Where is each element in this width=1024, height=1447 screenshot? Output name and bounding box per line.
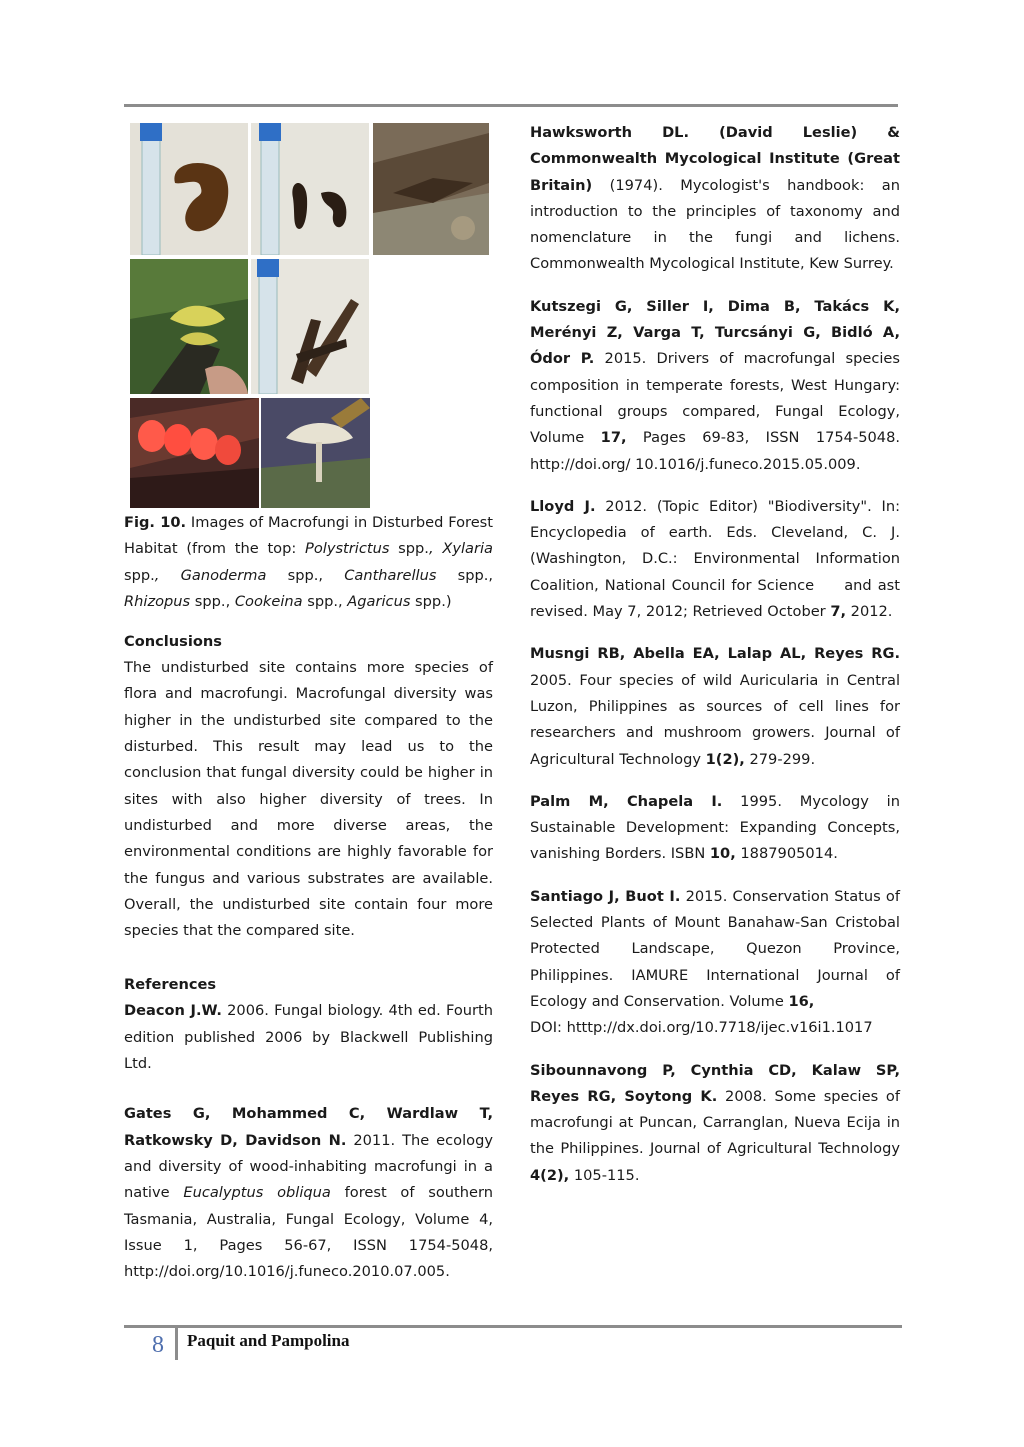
genus-name: Rhizopus bbox=[124, 592, 191, 610]
reference-text: 2012. bbox=[846, 603, 893, 621]
reference-authors: Deacon J.W. bbox=[124, 1002, 222, 1020]
photo-cookeina bbox=[130, 398, 259, 508]
caption-separator: , bbox=[154, 566, 181, 584]
reference-text: 2008. Some species of macrofungi at Puncan, Carranglan, Nueva Ecija in the Philippines. Journal of Agricultural Technology bbox=[530, 1087, 901, 1158]
genus-name: Xylaria bbox=[442, 540, 493, 558]
reference-text: (1974). Mycologist's handbook: an introduction to the principles of taxonomy and nomenclature in the fungi and lichens. Commonwealth Mycological Institute, Kew Surrey. bbox=[530, 176, 900, 273]
reference-text: 2011. The ecology and diversity of wood-inhabiting macrofungi in a native bbox=[124, 1131, 493, 1202]
reference-hawksworth bbox=[530, 120, 900, 278]
reference-volume: 16, bbox=[788, 992, 815, 1010]
reference-lloyd bbox=[530, 494, 905, 625]
reference-authors: Palm M, Chapela I. bbox=[530, 792, 723, 810]
reference-volume: 1(2), bbox=[705, 750, 745, 768]
reference-text: 1887905014. bbox=[735, 845, 838, 863]
reference-authors: Kutszegi G, Siller I, Dima B, Takács K, Merényi Z, Varga T, Turcsányi G, Bidló A, Ódor P. bbox=[530, 297, 900, 368]
caption-text: spp. bbox=[436, 566, 489, 584]
reference-species-name: Eucalyptus obliqua bbox=[183, 1184, 331, 1202]
reference-santiago-doi: DOI: htttp://dx.doi.org/10.7718/ijec.v16i1.1017 bbox=[530, 1019, 873, 1037]
reference-authors: Gates G, Mohammed C, Wardlaw T, Ratkowsky D, Davidson N. bbox=[124, 1105, 493, 1149]
genus-name: Ganoderma bbox=[180, 566, 267, 584]
reference-kutszegi bbox=[530, 294, 900, 478]
genus-name: Cookeina bbox=[234, 592, 303, 610]
reference-text: 2005. Four species of wild Auricularia in Central Luzon, Philippines as sources of cell lines for researchers and mushroom growers. Journal of Agricultural Technology bbox=[530, 671, 900, 768]
genus-name: Agaricus bbox=[347, 592, 411, 610]
photo-ganoderma bbox=[373, 123, 489, 255]
reference-santiago bbox=[530, 884, 900, 1015]
right-column bbox=[530, 120, 905, 1205]
photo-agaricus bbox=[261, 398, 370, 508]
reference-day: 7, bbox=[830, 603, 847, 621]
caption-text: Images of Macrofungi in Disturbed Forest Habitat (from the top: bbox=[124, 514, 493, 558]
reference-text: forest of southern Tasmania, Australia, Fungal Ecology, Volume 4, Issue 1, Pages 56-67, ISSN 1754-5048, http://doi.org/10.1016/j.funeco.2010.07.005. bbox=[124, 1184, 493, 1281]
photo-rhizopus bbox=[251, 259, 369, 394]
caption-separator: , bbox=[318, 566, 345, 584]
left-column bbox=[124, 120, 493, 1301]
caption-separator: , bbox=[338, 592, 348, 610]
reference-authors: Lloyd J. bbox=[530, 497, 596, 515]
figure-10-photo-collage bbox=[124, 120, 493, 510]
reference-text: 1995. Mycology in Sustainable Development: Expanding Concepts, vanishing Borders. ISBN bbox=[530, 792, 900, 863]
caption-text: spp. bbox=[302, 592, 339, 610]
reference-isbn-prefix: 10, bbox=[709, 845, 736, 863]
reference-palm bbox=[530, 789, 900, 868]
caption-separator: , bbox=[428, 540, 443, 558]
reference-authors: Hawksworth DL. (David Leslie) & Commonwealth Mycological Institute (Great Britain) bbox=[530, 124, 900, 194]
reference-text: 2012. (Topic Editor) "Biodiversity". In: Encyclopedia of earth. Eds. Cleveland, C. J. (Washington, D.C.: Environmental Information Coalition, National Council for Science and ast revised. May 7, 2012; Retrieved October bbox=[530, 497, 905, 621]
reference-deacon bbox=[124, 998, 493, 1077]
caption-text: spp. bbox=[124, 566, 155, 584]
caption-label: Fig. 10. bbox=[124, 514, 187, 531]
conclusions-body: The undisturbed site contains more species of flora and macrofungi. Macrofungal diversity was higher in the undisturbed site compared to the disturbed. This result may lead us to the conclusion that fungal diversity could be higher in sites with also higher diversity of trees. In undisturbed and more diverse areas, the environmental conditions are highly favorable for the fungus and various substrates are available. Overall, the undisturbed site contain four more species that the compared site. bbox=[124, 659, 493, 940]
reference-text: Pages 69-83, ISSN 1754-5048. http://doi.org/ 10.1016/j.funeco.2015.05.009. bbox=[530, 429, 900, 473]
footer-rule bbox=[124, 1325, 902, 1328]
references-heading: References bbox=[124, 976, 217, 994]
genus-name: Cantharellus bbox=[344, 566, 437, 584]
caption-separator: , bbox=[225, 592, 235, 610]
reference-authors: Santiago J, Buot I. bbox=[530, 887, 681, 905]
genus-name: Polystrictus bbox=[305, 540, 390, 558]
figure-caption bbox=[124, 510, 493, 615]
caption-text: spp.) bbox=[410, 592, 452, 610]
caption-text: spp. bbox=[266, 566, 319, 584]
reference-text: 279-299. bbox=[744, 750, 816, 768]
caption-separator: , bbox=[488, 566, 494, 584]
reference-gates bbox=[124, 1101, 493, 1285]
reference-authors: Musngi RB, Abella EA, Lalap AL, Reyes RG. bbox=[530, 645, 900, 663]
footer-divider bbox=[175, 1328, 178, 1360]
reference-text: 105-115. bbox=[569, 1166, 640, 1184]
reference-musngi bbox=[530, 641, 900, 772]
photo-cantharellus bbox=[130, 259, 248, 394]
reference-text: 2015. Conservation Status of Selected Plants of Mount Banahaw-San Cristobal Protected Landscape, Quezon Province, Philippines. IAMURE International Journal of Ecology and Conservation. Volume bbox=[530, 887, 900, 1010]
header-rule bbox=[124, 104, 898, 107]
photo-xylaria bbox=[251, 123, 369, 255]
reference-volume: 17, bbox=[600, 429, 627, 447]
conclusions-heading: Conclusions bbox=[124, 633, 222, 651]
photo-polystrictus bbox=[130, 123, 248, 255]
page-number: 8 bbox=[152, 1332, 164, 1358]
caption-text: spp. bbox=[389, 540, 429, 558]
reference-volume: 4(2), bbox=[530, 1166, 570, 1184]
reference-sibounnavong bbox=[530, 1058, 900, 1189]
reference-authors: Sibounnavong P, Cynthia CD, Kalaw SP, Reyes RG, Soytong K. bbox=[530, 1061, 900, 1105]
caption-text: spp. bbox=[190, 592, 226, 610]
running-title: Paquit and Pampolina bbox=[187, 1331, 350, 1350]
reference-text: 2015. Drivers of macrofungal species composition in temperate forests, West Hungary: functional groups compared, Fungal Ecology, Volume bbox=[530, 350, 900, 447]
reference-text: 2006. Fungal biology. 4th ed. Fourth edition published 2006 by Blackwell Publishing Ltd. bbox=[124, 1002, 493, 1073]
